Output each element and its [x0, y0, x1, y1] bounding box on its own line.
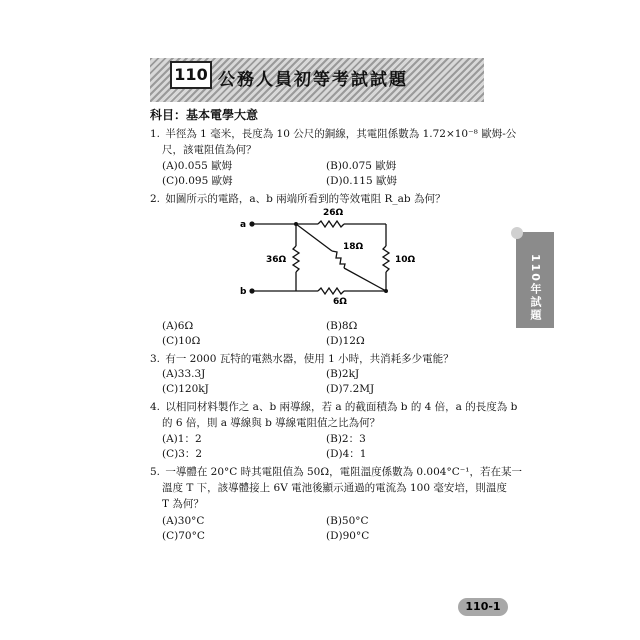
terminal-a [249, 221, 254, 226]
terminal-b [249, 288, 254, 293]
junction-node [384, 289, 388, 293]
option-b: (B)50°C [326, 515, 369, 527]
question-number: 5. [150, 466, 161, 478]
resistor-right-label: 10Ω [395, 255, 416, 265]
node-a-label: a [240, 220, 247, 230]
subject-heading: 科目：基本電學大意 [150, 108, 259, 122]
question-number: 3. [150, 353, 161, 365]
side-tab-label: 110年試題 [529, 254, 542, 322]
option-b: (B)2kJ [326, 368, 360, 380]
side-chapter-tab [516, 232, 554, 328]
question-text: 以相同材料製作之 a、b 兩導線，若 a 的截面積為 b 的 4 倍，a 的長度為 b [165, 401, 518, 413]
page-number: 110-1 [458, 598, 508, 616]
option-b: (B)2：3 [326, 433, 366, 445]
option-d: (D)4：1 [326, 448, 367, 460]
option-d: (D)7.2MJ [326, 383, 375, 395]
option-c: (C)70°C [162, 530, 205, 542]
option-b: (B)8Ω [326, 320, 358, 332]
tab-dot-icon [511, 227, 523, 239]
option-c: (C)3：2 [162, 448, 203, 460]
option-b: (B)0.075 歐姆 [326, 160, 397, 172]
option-c: (C)120kJ [162, 383, 209, 395]
exam-title: 公務人員初等考試試題 [218, 70, 408, 90]
exam-year-box: 110 [170, 61, 212, 89]
option-a: (A)33.3J [162, 368, 206, 380]
option-c: (C)0.095 歐姆 [162, 175, 233, 187]
question-5 [150, 464, 522, 512]
question-number: 1. [150, 128, 161, 140]
question-3 [150, 351, 454, 367]
option-c: (C)10Ω [162, 335, 201, 347]
option-d: (D)0.115 歐姆 [326, 175, 398, 187]
resistor-top-label: 26Ω [323, 208, 344, 218]
resistor-diag-label: 18Ω [343, 242, 364, 252]
question-text: 的 6 倍，則 a 導線與 b 導線電阻值之比為何？ [162, 417, 381, 429]
option-d: (D)90°C [326, 530, 370, 542]
resistor-bottom-label: 6Ω [333, 297, 347, 307]
option-d: (D)12Ω [326, 335, 365, 347]
option-a: (A)6Ω [162, 320, 194, 332]
question-text: 一導體在 20°C 時其電阻值為 50Ω，電阻溫度係數為 0.004°C⁻¹，若在某一 [165, 466, 522, 478]
question-text: 有一 2000 瓦特的電熱水器，使用 1 小時，共消耗多少電能？ [165, 353, 454, 365]
question-text: T 為何？ [162, 498, 204, 510]
question-number: 4. [150, 401, 161, 413]
question-text: 半徑為 1 毫米，長度為 10 公尺的銅線，其電阻係數為 1.72×10⁻⁸ 歐姆-公 [165, 128, 517, 140]
option-a: (A)1：2 [162, 433, 202, 445]
question-text: 溫度 T 下，該導體接上 6V 電池後顯示通過的電流為 100 毫安培，則溫度 [162, 482, 507, 494]
question-number: 2. [150, 193, 161, 205]
question-text: 尺，該電阻值為何？ [162, 144, 257, 156]
option-a: (A)0.055 歐姆 [162, 160, 233, 172]
question-text: 如圖所示的電路，a、b 兩端所看到的等效電阻 R_ab 為何？ [165, 193, 446, 205]
option-a: (A)30°C [162, 515, 205, 527]
junction-node [294, 222, 298, 226]
question-4 [150, 399, 517, 431]
node-b-label: b [240, 287, 247, 297]
resistor-left-label: 36Ω [266, 255, 287, 265]
